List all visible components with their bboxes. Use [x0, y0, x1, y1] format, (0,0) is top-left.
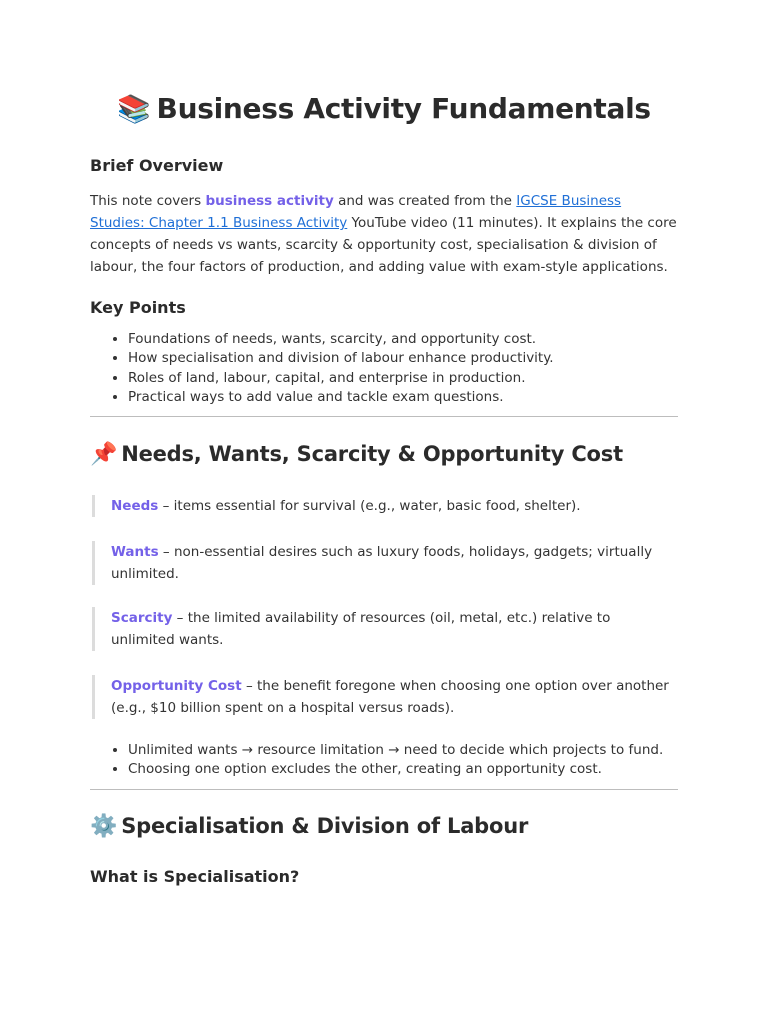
blockquote-wants [92, 541, 671, 585]
list-item: • Roles of land, labour, capital, and enterprise in production. [128, 369, 716, 388]
section-divider [90, 416, 678, 417]
definition-wants: – non-essential desires such as luxury foods, holidays, gadgets; virtually unlimited. [111, 544, 653, 582]
key-points-heading: Key Points [90, 298, 186, 317]
overview-highlight: business activity [205, 193, 334, 209]
term-scarcity: Scarcity [111, 610, 173, 626]
overview-text-start: This note covers [90, 193, 206, 209]
overview-heading: Brief Overview [90, 156, 224, 175]
definition-opportunity-cost: – the benefit foregone when choosing one option over another (e.g., $10 billion spent on a hospital versus roads). [111, 678, 669, 716]
list-item: • How specialisation and division of labour enhance productivity. [128, 349, 716, 368]
term-opportunity-cost: Opportunity Cost [111, 678, 242, 694]
overview-paragraph [90, 190, 678, 278]
blockquote-needs [92, 495, 699, 517]
needs-bullet-list [90, 741, 716, 780]
source-video-link[interactable]: IGCSE Business Studies: Chapter 1.1 Business Activity [90, 193, 622, 231]
term-wants: Wants [111, 544, 159, 560]
list-item: • Unlimited wants → resource limitation → need to decide which projects to fund. [128, 741, 716, 760]
term-needs: Needs [111, 498, 159, 514]
list-item: • Foundations of needs, wants, scarcity, and opportunity cost. [128, 330, 716, 349]
definition-scarcity: – the limited availability of resources (oil, metal, etc.) relative to unlimited wants. [111, 610, 611, 648]
section-divider [90, 789, 678, 790]
section-heading-needs-text: Needs, Wants, Scarcity & Opportunity Cost [121, 442, 623, 466]
blockquote-opportunity-cost [92, 675, 671, 719]
key-points-list [90, 330, 716, 408]
page-title-text: Business Activity Fundamentals [156, 92, 651, 125]
blockquote-scarcity [92, 607, 671, 651]
section-heading-needs [90, 442, 678, 467]
list-item: • Choosing one option excludes the other, creating an opportunity cost. [128, 760, 716, 779]
specialisation-subheading: What is Specialisation? [90, 867, 300, 886]
overview-text-mid: and was created from the [333, 193, 517, 209]
page-title [90, 92, 678, 125]
gear-icon: ⚙️ [90, 814, 118, 839]
list-item: • Practical ways to add value and tackle exam questions. [128, 388, 716, 407]
section-heading-specialisation-text: Specialisation & Division of Labour [121, 814, 529, 838]
definition-needs: – items essential for survival (e.g., water, basic food, shelter). [158, 498, 581, 514]
section-heading-specialisation [90, 814, 678, 839]
books-icon: 📚 [117, 94, 151, 125]
overview-text-end: YouTube video (11 minutes). It explains the core concepts of needs vs wants, scarcity & opportunity cost, specialisation & division of labour, the four factors of production, and adding value with exam-style applications. [90, 215, 677, 275]
pushpin-icon: 📌 [90, 442, 118, 467]
